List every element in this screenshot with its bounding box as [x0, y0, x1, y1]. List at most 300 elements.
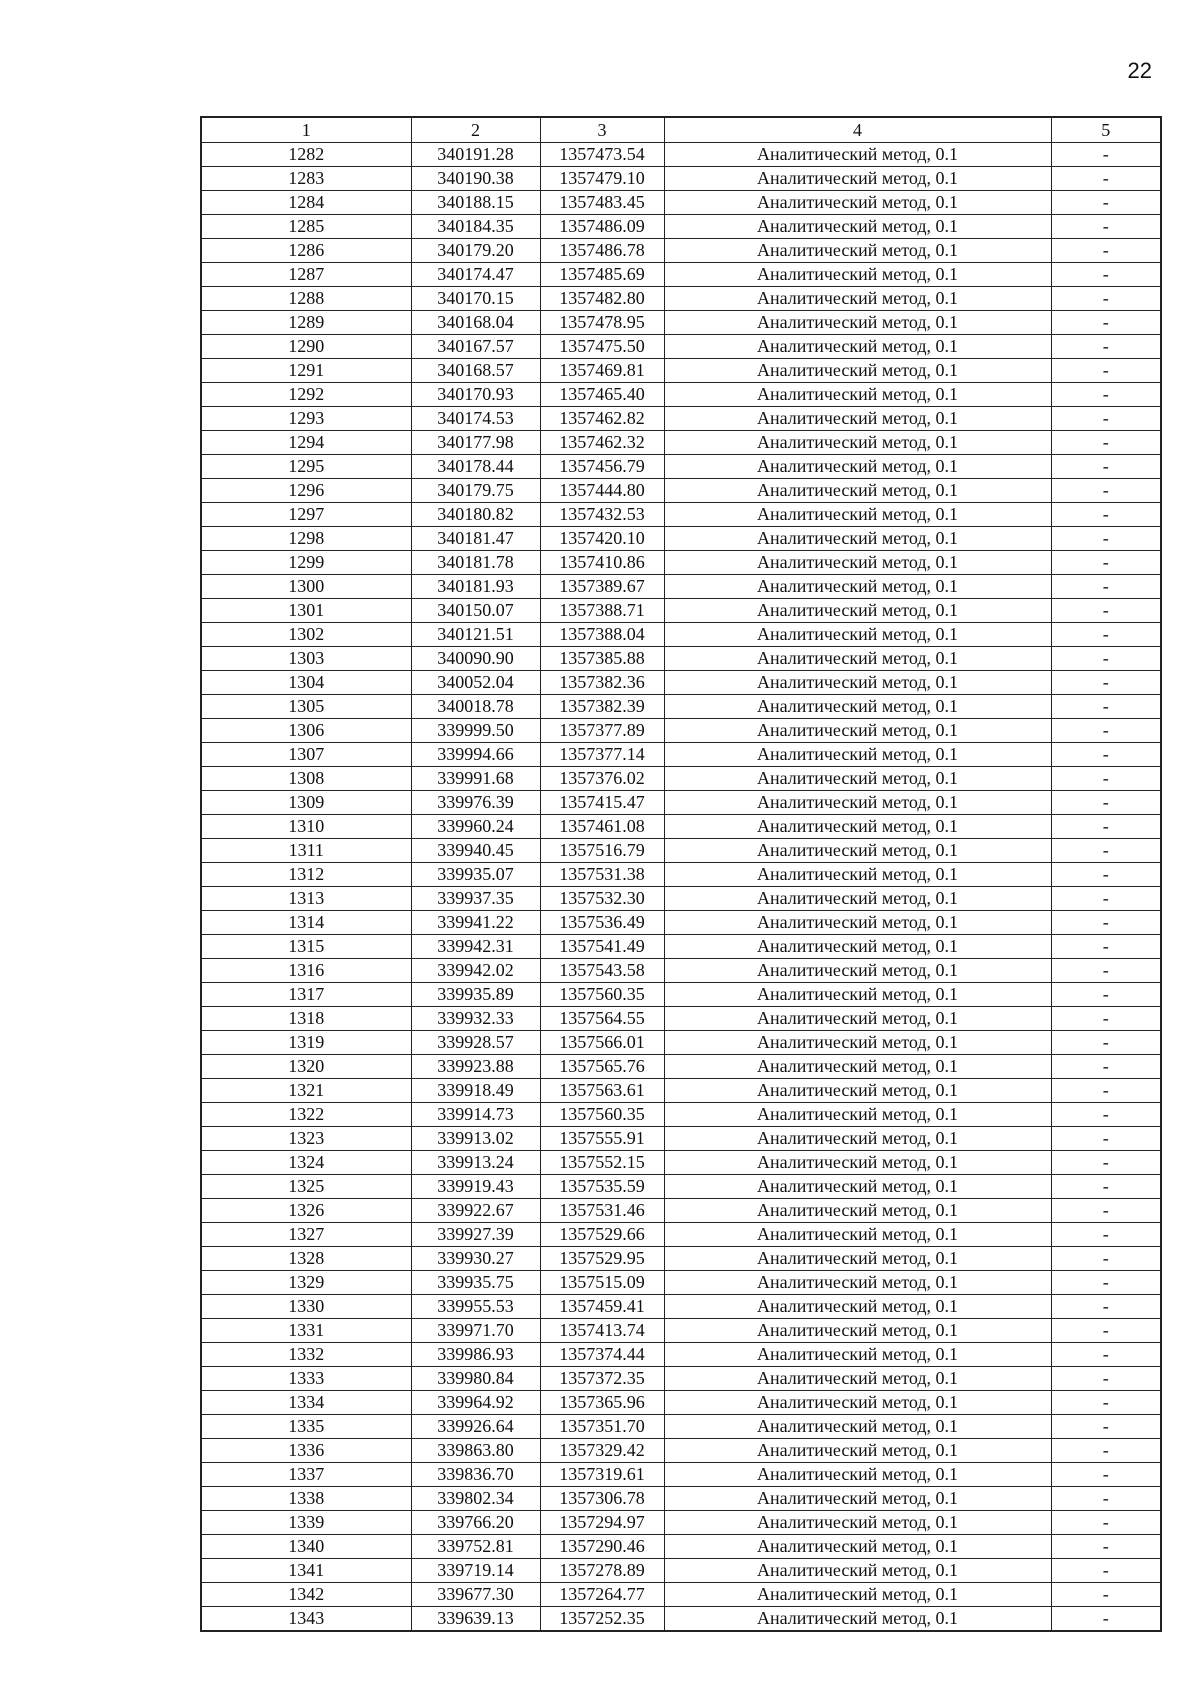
y-coordinate-cell: 1357532.30 — [540, 887, 664, 911]
x-coordinate-cell: 340150.07 — [411, 599, 540, 623]
table-row — [201, 311, 1161, 335]
x-coordinate-cell: 340179.75 — [411, 479, 540, 503]
point-number-cell: 1283 — [201, 167, 411, 191]
coordinates-table — [200, 116, 1162, 1632]
point-number-cell: 1343 — [201, 1607, 411, 1632]
header-col-2: 2 — [411, 117, 540, 143]
y-coordinate-cell: 1357372.35 — [540, 1367, 664, 1391]
table-row — [201, 1511, 1161, 1535]
table-row — [201, 1559, 1161, 1583]
method-cell: Аналитический метод, 0.1 — [664, 455, 1051, 479]
x-coordinate-cell: 340178.44 — [411, 455, 540, 479]
x-coordinate-cell: 339752.81 — [411, 1535, 540, 1559]
note-cell: - — [1051, 1079, 1161, 1103]
y-coordinate-cell: 1357482.80 — [540, 287, 664, 311]
table-row — [201, 503, 1161, 527]
table-row — [201, 671, 1161, 695]
table-row — [201, 191, 1161, 215]
method-cell: Аналитический метод, 0.1 — [664, 983, 1051, 1007]
x-coordinate-cell: 339719.14 — [411, 1559, 540, 1583]
point-number-cell: 1291 — [201, 359, 411, 383]
x-coordinate-cell: 339999.50 — [411, 719, 540, 743]
point-number-cell: 1337 — [201, 1463, 411, 1487]
table-row — [201, 791, 1161, 815]
table-row — [201, 479, 1161, 503]
note-cell: - — [1051, 575, 1161, 599]
note-cell: - — [1051, 287, 1161, 311]
y-coordinate-cell: 1357531.38 — [540, 863, 664, 887]
x-coordinate-cell: 340090.90 — [411, 647, 540, 671]
method-cell: Аналитический метод, 0.1 — [664, 1559, 1051, 1583]
y-coordinate-cell: 1357420.10 — [540, 527, 664, 551]
point-number-cell: 1310 — [201, 815, 411, 839]
point-number-cell: 1319 — [201, 1031, 411, 1055]
y-coordinate-cell: 1357478.95 — [540, 311, 664, 335]
point-number-cell: 1326 — [201, 1199, 411, 1223]
table-row — [201, 1487, 1161, 1511]
point-number-cell: 1303 — [201, 647, 411, 671]
note-cell: - — [1051, 455, 1161, 479]
method-cell: Аналитический метод, 0.1 — [664, 1511, 1051, 1535]
header-col-4: 4 — [664, 117, 1051, 143]
point-number-cell: 1290 — [201, 335, 411, 359]
table-header — [201, 117, 1161, 143]
x-coordinate-cell: 340018.78 — [411, 695, 540, 719]
table-row — [201, 815, 1161, 839]
method-cell: Аналитический метод, 0.1 — [664, 911, 1051, 935]
note-cell: - — [1051, 527, 1161, 551]
point-number-cell: 1296 — [201, 479, 411, 503]
note-cell: - — [1051, 1439, 1161, 1463]
table-row — [201, 1607, 1161, 1632]
x-coordinate-cell: 340168.57 — [411, 359, 540, 383]
method-cell: Аналитический метод, 0.1 — [664, 815, 1051, 839]
x-coordinate-cell: 339976.39 — [411, 791, 540, 815]
table-row — [201, 743, 1161, 767]
x-coordinate-cell: 339922.67 — [411, 1199, 540, 1223]
x-coordinate-cell: 339935.75 — [411, 1271, 540, 1295]
point-number-cell: 1330 — [201, 1295, 411, 1319]
y-coordinate-cell: 1357264.77 — [540, 1583, 664, 1607]
note-cell: - — [1051, 1295, 1161, 1319]
method-cell: Аналитический метод, 0.1 — [664, 671, 1051, 695]
x-coordinate-cell: 339942.02 — [411, 959, 540, 983]
x-coordinate-cell: 339932.33 — [411, 1007, 540, 1031]
y-coordinate-cell: 1357388.04 — [540, 623, 664, 647]
point-number-cell: 1318 — [201, 1007, 411, 1031]
x-coordinate-cell: 339677.30 — [411, 1583, 540, 1607]
table-row — [201, 719, 1161, 743]
note-cell: - — [1051, 1055, 1161, 1079]
x-coordinate-cell: 339914.73 — [411, 1103, 540, 1127]
point-number-cell: 1285 — [201, 215, 411, 239]
note-cell: - — [1051, 143, 1161, 167]
y-coordinate-cell: 1357377.14 — [540, 743, 664, 767]
table-row — [201, 1583, 1161, 1607]
point-number-cell: 1339 — [201, 1511, 411, 1535]
table-body — [201, 143, 1161, 1632]
x-coordinate-cell: 339980.84 — [411, 1367, 540, 1391]
method-cell: Аналитический метод, 0.1 — [664, 1463, 1051, 1487]
header-col-5: 5 — [1051, 117, 1161, 143]
y-coordinate-cell: 1357294.97 — [540, 1511, 664, 1535]
note-cell: - — [1051, 671, 1161, 695]
table-row — [201, 1415, 1161, 1439]
table-row — [201, 1079, 1161, 1103]
note-cell: - — [1051, 1463, 1161, 1487]
point-number-cell: 1327 — [201, 1223, 411, 1247]
note-cell: - — [1051, 1175, 1161, 1199]
note-cell: - — [1051, 599, 1161, 623]
method-cell: Аналитический метод, 0.1 — [664, 311, 1051, 335]
y-coordinate-cell: 1357563.61 — [540, 1079, 664, 1103]
table-row — [201, 1319, 1161, 1343]
point-number-cell: 1320 — [201, 1055, 411, 1079]
point-number-cell: 1308 — [201, 767, 411, 791]
note-cell: - — [1051, 719, 1161, 743]
x-coordinate-cell: 340052.04 — [411, 671, 540, 695]
point-number-cell: 1328 — [201, 1247, 411, 1271]
method-cell: Аналитический метод, 0.1 — [664, 1031, 1051, 1055]
point-number-cell: 1295 — [201, 455, 411, 479]
note-cell: - — [1051, 1151, 1161, 1175]
y-coordinate-cell: 1357515.09 — [540, 1271, 664, 1295]
x-coordinate-cell: 339928.57 — [411, 1031, 540, 1055]
x-coordinate-cell: 340167.57 — [411, 335, 540, 359]
note-cell: - — [1051, 191, 1161, 215]
y-coordinate-cell: 1357483.45 — [540, 191, 664, 215]
table-row — [201, 1127, 1161, 1151]
note-cell: - — [1051, 1127, 1161, 1151]
x-coordinate-cell: 339913.02 — [411, 1127, 540, 1151]
table-row — [201, 407, 1161, 431]
y-coordinate-cell: 1357376.02 — [540, 767, 664, 791]
y-coordinate-cell: 1357413.74 — [540, 1319, 664, 1343]
note-cell: - — [1051, 911, 1161, 935]
method-cell: Аналитический метод, 0.1 — [664, 1535, 1051, 1559]
y-coordinate-cell: 1357290.46 — [540, 1535, 664, 1559]
x-coordinate-cell: 340177.98 — [411, 431, 540, 455]
x-coordinate-cell: 339923.88 — [411, 1055, 540, 1079]
method-cell: Аналитический метод, 0.1 — [664, 1055, 1051, 1079]
note-cell: - — [1051, 1271, 1161, 1295]
y-coordinate-cell: 1357473.54 — [540, 143, 664, 167]
point-number-cell: 1306 — [201, 719, 411, 743]
y-coordinate-cell: 1357462.82 — [540, 407, 664, 431]
method-cell: Аналитический метод, 0.1 — [664, 1391, 1051, 1415]
point-number-cell: 1288 — [201, 287, 411, 311]
note-cell: - — [1051, 623, 1161, 647]
x-coordinate-cell: 339942.31 — [411, 935, 540, 959]
point-number-cell: 1323 — [201, 1127, 411, 1151]
y-coordinate-cell: 1357541.49 — [540, 935, 664, 959]
table-row — [201, 1463, 1161, 1487]
note-cell: - — [1051, 1247, 1161, 1271]
header-row — [201, 117, 1161, 143]
y-coordinate-cell: 1357461.08 — [540, 815, 664, 839]
method-cell: Аналитический метод, 0.1 — [664, 167, 1051, 191]
method-cell: Аналитический метод, 0.1 — [664, 1223, 1051, 1247]
method-cell: Аналитический метод, 0.1 — [664, 263, 1051, 287]
y-coordinate-cell: 1357306.78 — [540, 1487, 664, 1511]
point-number-cell: 1334 — [201, 1391, 411, 1415]
point-number-cell: 1313 — [201, 887, 411, 911]
y-coordinate-cell: 1357531.46 — [540, 1199, 664, 1223]
method-cell: Аналитический метод, 0.1 — [664, 1295, 1051, 1319]
point-number-cell: 1286 — [201, 239, 411, 263]
method-cell: Аналитический метод, 0.1 — [664, 1127, 1051, 1151]
point-number-cell: 1322 — [201, 1103, 411, 1127]
x-coordinate-cell: 340181.93 — [411, 575, 540, 599]
table-row — [201, 1535, 1161, 1559]
method-cell: Аналитический метод, 0.1 — [664, 839, 1051, 863]
table-row — [201, 1103, 1161, 1127]
y-coordinate-cell: 1357564.55 — [540, 1007, 664, 1031]
point-number-cell: 1298 — [201, 527, 411, 551]
x-coordinate-cell: 339960.24 — [411, 815, 540, 839]
header-col-1: 1 — [201, 117, 411, 143]
x-coordinate-cell: 339991.68 — [411, 767, 540, 791]
table-row — [201, 1295, 1161, 1319]
method-cell: Аналитический метод, 0.1 — [664, 1583, 1051, 1607]
note-cell: - — [1051, 815, 1161, 839]
method-cell: Аналитический метод, 0.1 — [664, 959, 1051, 983]
y-coordinate-cell: 1357385.88 — [540, 647, 664, 671]
y-coordinate-cell: 1357475.50 — [540, 335, 664, 359]
point-number-cell: 1317 — [201, 983, 411, 1007]
note-cell: - — [1051, 311, 1161, 335]
point-number-cell: 1338 — [201, 1487, 411, 1511]
x-coordinate-cell: 340181.78 — [411, 551, 540, 575]
point-number-cell: 1342 — [201, 1583, 411, 1607]
method-cell: Аналитический метод, 0.1 — [664, 1007, 1051, 1031]
x-coordinate-cell: 339955.53 — [411, 1295, 540, 1319]
method-cell: Аналитический метод, 0.1 — [664, 407, 1051, 431]
y-coordinate-cell: 1357382.39 — [540, 695, 664, 719]
y-coordinate-cell: 1357456.79 — [540, 455, 664, 479]
x-coordinate-cell: 340174.47 — [411, 263, 540, 287]
table-row — [201, 335, 1161, 359]
note-cell: - — [1051, 839, 1161, 863]
table-row — [201, 239, 1161, 263]
y-coordinate-cell: 1357552.15 — [540, 1151, 664, 1175]
y-coordinate-cell: 1357389.67 — [540, 575, 664, 599]
page-number: 22 — [1127, 58, 1152, 83]
point-number-cell: 1316 — [201, 959, 411, 983]
point-number-cell: 1332 — [201, 1343, 411, 1367]
method-cell: Аналитический метод, 0.1 — [664, 1079, 1051, 1103]
y-coordinate-cell: 1357444.80 — [540, 479, 664, 503]
method-cell: Аналитический метод, 0.1 — [664, 743, 1051, 767]
note-cell: - — [1051, 551, 1161, 575]
method-cell: Аналитический метод, 0.1 — [664, 599, 1051, 623]
point-number-cell: 1333 — [201, 1367, 411, 1391]
method-cell: Аналитический метод, 0.1 — [664, 767, 1051, 791]
point-number-cell: 1294 — [201, 431, 411, 455]
y-coordinate-cell: 1357486.78 — [540, 239, 664, 263]
x-coordinate-cell: 339836.70 — [411, 1463, 540, 1487]
point-number-cell: 1300 — [201, 575, 411, 599]
y-coordinate-cell: 1357529.95 — [540, 1247, 664, 1271]
table-row — [201, 1055, 1161, 1079]
x-coordinate-cell: 339802.34 — [411, 1487, 540, 1511]
table-row — [201, 863, 1161, 887]
note-cell: - — [1051, 407, 1161, 431]
note-cell: - — [1051, 335, 1161, 359]
table-row — [201, 1031, 1161, 1055]
y-coordinate-cell: 1357516.79 — [540, 839, 664, 863]
method-cell: Аналитический метод, 0.1 — [664, 1271, 1051, 1295]
method-cell: Аналитический метод, 0.1 — [664, 335, 1051, 359]
y-coordinate-cell: 1357329.42 — [540, 1439, 664, 1463]
x-coordinate-cell: 339940.45 — [411, 839, 540, 863]
method-cell: Аналитический метод, 0.1 — [664, 191, 1051, 215]
x-coordinate-cell: 340168.04 — [411, 311, 540, 335]
note-cell: - — [1051, 1367, 1161, 1391]
x-coordinate-cell: 339926.64 — [411, 1415, 540, 1439]
note-cell: - — [1051, 431, 1161, 455]
table-row — [201, 1247, 1161, 1271]
x-coordinate-cell: 340190.38 — [411, 167, 540, 191]
method-cell: Аналитический метод, 0.1 — [664, 503, 1051, 527]
method-cell: Аналитический метод, 0.1 — [664, 1343, 1051, 1367]
x-coordinate-cell: 340121.51 — [411, 623, 540, 647]
x-coordinate-cell: 339941.22 — [411, 911, 540, 935]
y-coordinate-cell: 1357432.53 — [540, 503, 664, 527]
y-coordinate-cell: 1357560.35 — [540, 983, 664, 1007]
y-coordinate-cell: 1357536.49 — [540, 911, 664, 935]
x-coordinate-cell: 339863.80 — [411, 1439, 540, 1463]
y-coordinate-cell: 1357565.76 — [540, 1055, 664, 1079]
x-coordinate-cell: 340180.82 — [411, 503, 540, 527]
x-coordinate-cell: 340174.53 — [411, 407, 540, 431]
x-coordinate-cell: 339927.39 — [411, 1223, 540, 1247]
note-cell: - — [1051, 935, 1161, 959]
x-coordinate-cell: 339986.93 — [411, 1343, 540, 1367]
point-number-cell: 1336 — [201, 1439, 411, 1463]
table-row — [201, 1223, 1161, 1247]
table-row — [201, 647, 1161, 671]
method-cell: Аналитический метод, 0.1 — [664, 1175, 1051, 1199]
y-coordinate-cell: 1357252.35 — [540, 1607, 664, 1632]
method-cell: Аналитический метод, 0.1 — [664, 1607, 1051, 1632]
method-cell: Аналитический метод, 0.1 — [664, 887, 1051, 911]
point-number-cell: 1282 — [201, 143, 411, 167]
y-coordinate-cell: 1357410.86 — [540, 551, 664, 575]
point-number-cell: 1340 — [201, 1535, 411, 1559]
x-coordinate-cell: 339930.27 — [411, 1247, 540, 1271]
point-number-cell: 1304 — [201, 671, 411, 695]
note-cell: - — [1051, 695, 1161, 719]
note-cell: - — [1051, 767, 1161, 791]
table-row — [201, 1271, 1161, 1295]
y-coordinate-cell: 1357485.69 — [540, 263, 664, 287]
method-cell: Аналитический метод, 0.1 — [664, 1367, 1051, 1391]
y-coordinate-cell: 1357374.44 — [540, 1343, 664, 1367]
note-cell: - — [1051, 791, 1161, 815]
x-coordinate-cell: 339639.13 — [411, 1607, 540, 1632]
table-row — [201, 551, 1161, 575]
table-row — [201, 1199, 1161, 1223]
note-cell: - — [1051, 1199, 1161, 1223]
x-coordinate-cell: 340181.47 — [411, 527, 540, 551]
note-cell: - — [1051, 1223, 1161, 1247]
y-coordinate-cell: 1357479.10 — [540, 167, 664, 191]
y-coordinate-cell: 1357278.89 — [540, 1559, 664, 1583]
method-cell: Аналитический метод, 0.1 — [664, 383, 1051, 407]
x-coordinate-cell: 339994.66 — [411, 743, 540, 767]
x-coordinate-cell: 340191.28 — [411, 143, 540, 167]
table-row — [201, 1343, 1161, 1367]
x-coordinate-cell: 339913.24 — [411, 1151, 540, 1175]
table-row — [201, 1007, 1161, 1031]
y-coordinate-cell: 1357486.09 — [540, 215, 664, 239]
table-row — [201, 887, 1161, 911]
table-row — [201, 263, 1161, 287]
y-coordinate-cell: 1357388.71 — [540, 599, 664, 623]
table-row — [201, 935, 1161, 959]
y-coordinate-cell: 1357319.61 — [540, 1463, 664, 1487]
note-cell: - — [1051, 959, 1161, 983]
note-cell: - — [1051, 1103, 1161, 1127]
y-coordinate-cell: 1357365.96 — [540, 1391, 664, 1415]
x-coordinate-cell: 339937.35 — [411, 887, 540, 911]
table-row — [201, 359, 1161, 383]
method-cell: Аналитический метод, 0.1 — [664, 1319, 1051, 1343]
header-col-3: 3 — [540, 117, 664, 143]
table-row — [201, 143, 1161, 167]
note-cell: - — [1051, 647, 1161, 671]
note-cell: - — [1051, 167, 1161, 191]
note-cell: - — [1051, 863, 1161, 887]
method-cell: Аналитический метод, 0.1 — [664, 1151, 1051, 1175]
table-row — [201, 1151, 1161, 1175]
note-cell: - — [1051, 1583, 1161, 1607]
y-coordinate-cell: 1357555.91 — [540, 1127, 664, 1151]
y-coordinate-cell: 1357382.36 — [540, 671, 664, 695]
x-coordinate-cell: 340179.20 — [411, 239, 540, 263]
y-coordinate-cell: 1357465.40 — [540, 383, 664, 407]
point-number-cell: 1309 — [201, 791, 411, 815]
method-cell: Аналитический метод, 0.1 — [664, 1439, 1051, 1463]
note-cell: - — [1051, 1343, 1161, 1367]
method-cell: Аналитический метод, 0.1 — [664, 695, 1051, 719]
table-row — [201, 767, 1161, 791]
x-coordinate-cell: 339971.70 — [411, 1319, 540, 1343]
method-cell: Аналитический метод, 0.1 — [664, 791, 1051, 815]
method-cell: Аналитический метод, 0.1 — [664, 575, 1051, 599]
note-cell: - — [1051, 1391, 1161, 1415]
y-coordinate-cell: 1357543.58 — [540, 959, 664, 983]
table-row — [201, 383, 1161, 407]
method-cell: Аналитический метод, 0.1 — [664, 239, 1051, 263]
x-coordinate-cell: 340188.15 — [411, 191, 540, 215]
note-cell: - — [1051, 1007, 1161, 1031]
point-number-cell: 1325 — [201, 1175, 411, 1199]
table-row — [201, 695, 1161, 719]
y-coordinate-cell: 1357529.66 — [540, 1223, 664, 1247]
method-cell: Аналитический метод, 0.1 — [664, 1103, 1051, 1127]
y-coordinate-cell: 1357566.01 — [540, 1031, 664, 1055]
method-cell: Аналитический метод, 0.1 — [664, 1247, 1051, 1271]
point-number-cell: 1314 — [201, 911, 411, 935]
point-number-cell: 1341 — [201, 1559, 411, 1583]
point-number-cell: 1312 — [201, 863, 411, 887]
note-cell: - — [1051, 983, 1161, 1007]
point-number-cell: 1324 — [201, 1151, 411, 1175]
y-coordinate-cell: 1357377.89 — [540, 719, 664, 743]
method-cell: Аналитический метод, 0.1 — [664, 647, 1051, 671]
